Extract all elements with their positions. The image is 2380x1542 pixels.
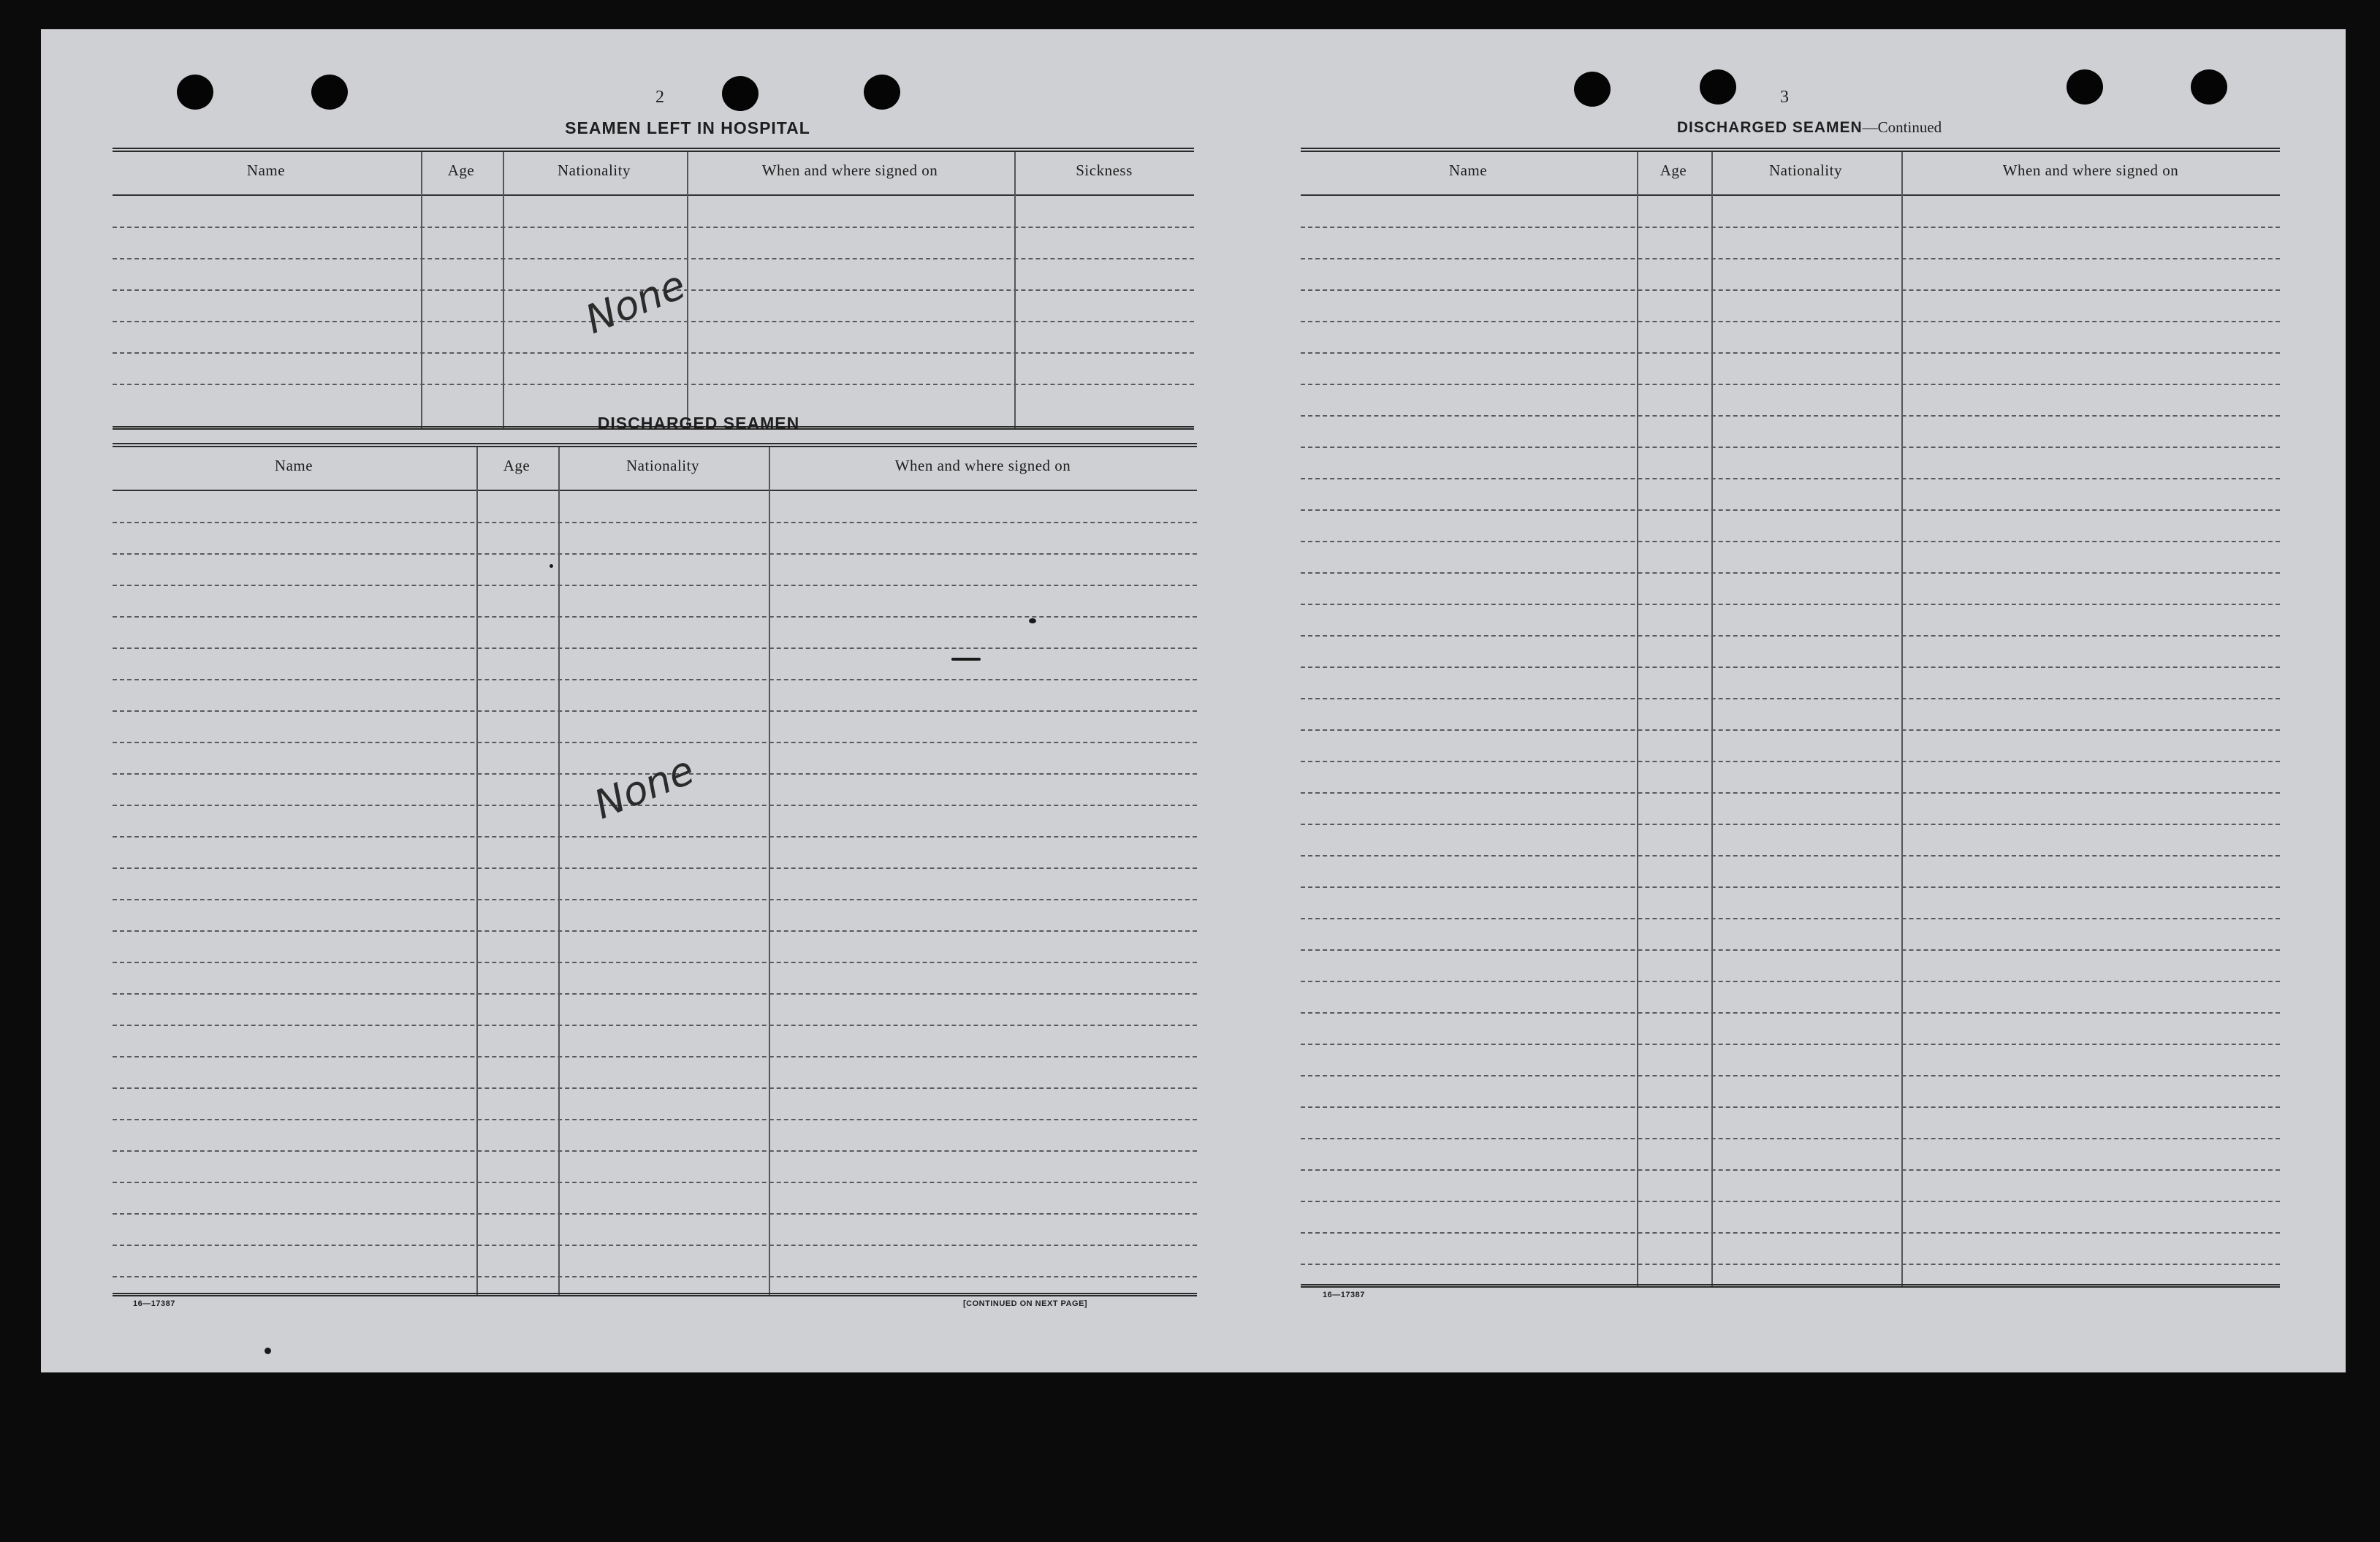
column-header-age: Age (1659, 162, 1687, 179)
section-title-discharged-continued (1532, 118, 2087, 137)
table-row (1301, 855, 2280, 857)
table-row (1301, 447, 2280, 448)
column-header-age: Age (447, 162, 475, 179)
form-number: 16—17387 (1323, 1291, 1365, 1299)
table-row (1301, 886, 2280, 888)
table-row (113, 553, 1197, 555)
table-row (113, 962, 1197, 963)
table-row (1301, 635, 2280, 637)
table-row (1301, 666, 2280, 668)
table-row (1301, 1012, 2280, 1014)
column-header-signed-on: When and where signed on (2002, 162, 2179, 179)
form-number: 16—17387 (133, 1299, 175, 1308)
table-row (113, 616, 1197, 618)
section-title-suffix: —Continued (1862, 118, 1942, 136)
column-header-name: Name (246, 162, 286, 179)
table-row (1301, 227, 2280, 228)
table-row (113, 258, 1194, 259)
table-row (1301, 258, 2280, 259)
table-row (1301, 1044, 2280, 1045)
table-row (113, 679, 1197, 680)
handwritten-none: None (579, 261, 692, 343)
table-row (113, 585, 1197, 586)
table-row (113, 742, 1197, 743)
table-row (1301, 1264, 2280, 1265)
table-row (113, 352, 1194, 354)
punch-hole (722, 76, 759, 111)
table-row (1301, 761, 2280, 762)
table-bottom-rule (113, 1293, 1197, 1296)
column-divider (769, 447, 770, 1295)
table-row (113, 993, 1197, 995)
table-row (1301, 981, 2280, 982)
table-row (113, 1056, 1197, 1057)
table-row (113, 1119, 1197, 1120)
page-number: 2 (655, 88, 664, 107)
table-row (113, 227, 1194, 228)
table-row (1301, 729, 2280, 731)
ink-speck (265, 1348, 271, 1354)
punch-hole (2067, 69, 2103, 105)
table-row (1301, 572, 2280, 574)
table-row (113, 1276, 1197, 1277)
ink-speck (1029, 618, 1036, 623)
table-row (113, 647, 1197, 649)
ink-speck (550, 564, 553, 568)
column-header-name: Name (1448, 162, 1488, 179)
column-header-nationality: Nationality (626, 457, 699, 474)
table-row (1301, 1138, 2280, 1139)
column-divider (476, 447, 478, 1295)
page-number: 3 (1780, 88, 1789, 107)
table-row (113, 384, 1194, 385)
table-row (1301, 792, 2280, 794)
ink-speck (951, 658, 981, 661)
table-row (1301, 1201, 2280, 1202)
column-header-signed-on: When and where signed on (761, 162, 938, 179)
table-row (113, 1150, 1197, 1152)
document-sheet (41, 29, 2346, 1372)
table-row (113, 930, 1197, 932)
table-row (1301, 384, 2280, 385)
table-row (1301, 541, 2280, 542)
section-title-text: DISCHARGED SEAMEN (1676, 119, 1863, 136)
table-row (1301, 415, 2280, 417)
table-row (1301, 509, 2280, 511)
punch-hole (2191, 69, 2227, 105)
table-row (113, 321, 1194, 322)
column-header-nationality: Nationality (1769, 162, 1842, 179)
column-header-nationality: Nationality (558, 162, 631, 179)
discharged-table (113, 443, 1197, 1295)
table-row (1301, 1075, 2280, 1076)
table-row (113, 867, 1197, 869)
continued-note: [CONTINUED ON NEXT PAGE] (963, 1299, 1088, 1308)
table-row (1301, 824, 2280, 825)
table-row (113, 836, 1197, 838)
column-header-signed-on: When and where signed on (894, 457, 1071, 474)
handwritten-none: None (588, 746, 701, 828)
punch-hole (311, 75, 348, 110)
punch-hole (1574, 72, 1611, 107)
table-row (1301, 1169, 2280, 1171)
punch-hole (177, 75, 213, 110)
table-row (113, 1182, 1197, 1183)
table-row (1301, 1232, 2280, 1234)
punch-hole (1700, 69, 1736, 105)
column-header-name: Name (274, 457, 313, 474)
column-divider (558, 447, 560, 1295)
table-row (113, 1245, 1197, 1246)
table-row (1301, 289, 2280, 291)
table-row (113, 522, 1197, 523)
table-row (1301, 698, 2280, 699)
table-row (1301, 949, 2280, 951)
punch-hole (864, 75, 900, 110)
table-row (1301, 352, 2280, 354)
table-row (113, 710, 1197, 712)
column-header-age: Age (503, 457, 531, 474)
table-bottom-rule (1301, 1284, 2280, 1288)
table-row (113, 899, 1197, 900)
table-row (1301, 604, 2280, 605)
table-row (1301, 321, 2280, 322)
table-row (1301, 1106, 2280, 1108)
table-row (1301, 918, 2280, 919)
table-row (1301, 478, 2280, 479)
table-row (113, 1213, 1197, 1215)
table-row (113, 1087, 1197, 1089)
column-header-sickness: Sickness (1076, 162, 1133, 179)
section-title-discharged: DISCHARGED SEAMEN (597, 414, 800, 433)
section-title-hospital: SEAMEN LEFT IN HOSPITAL (565, 118, 810, 137)
table-row (113, 1025, 1197, 1026)
discharged-continued-table (1301, 148, 2280, 1286)
